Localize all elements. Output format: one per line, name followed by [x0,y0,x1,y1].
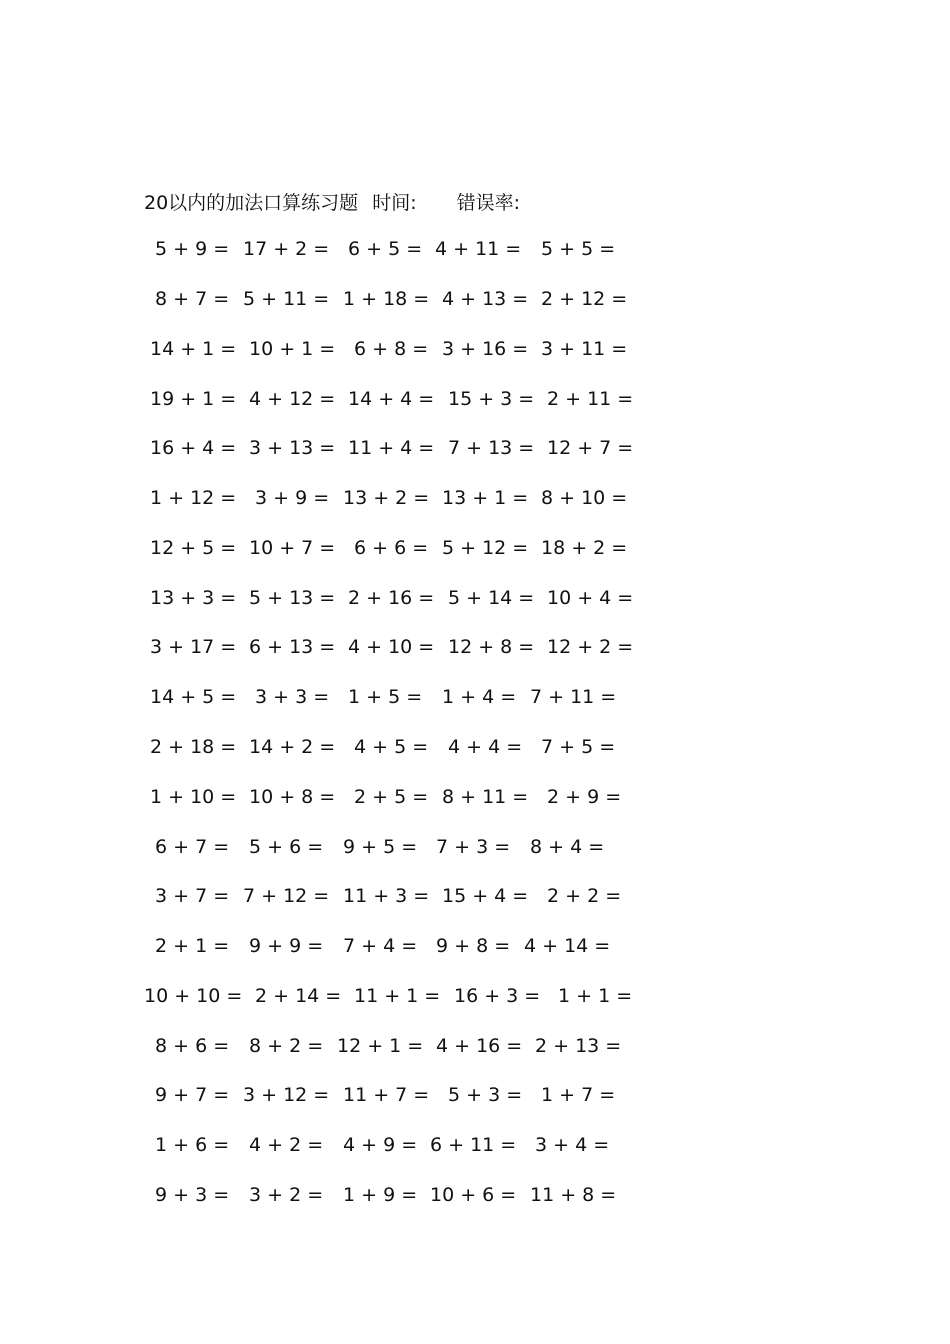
addition-problem: 6 + 5 = [348,238,423,260]
time-label: 时间: [372,191,417,214]
addition-problem: 5 + 14 = [448,587,535,609]
addition-problem: 10 + 4 = [547,587,634,609]
addition-problem: 11 + 8 = [530,1184,617,1206]
addition-problem: 10 + 6 = [430,1184,517,1206]
addition-problem: 4 + 10 = [348,636,435,658]
addition-problem: 15 + 4 = [442,885,529,907]
addition-problem: 1 + 7 = [541,1084,616,1106]
addition-problem: 10 + 10 = [144,985,243,1007]
addition-problem: 6 + 7 = [155,836,230,858]
addition-problem: 15 + 3 = [448,388,535,410]
addition-problem: 4 + 16 = [436,1035,523,1057]
addition-problem: 3 + 2 = [249,1184,324,1206]
addition-problem: 13 + 2 = [343,487,430,509]
addition-problem: 7 + 5 = [541,736,616,758]
addition-problem: 10 + 1 = [249,338,336,360]
addition-problem: 1 + 1 = [558,985,633,1007]
problem-row [0,334,950,364]
addition-problem: 5 + 13 = [249,587,336,609]
addition-problem: 5 + 3 = [448,1084,523,1106]
addition-problem: 6 + 13 = [249,636,336,658]
addition-problem: 4 + 4 = [448,736,523,758]
addition-problem: 8 + 11 = [442,786,529,808]
addition-problem: 14 + 5 = [150,686,237,708]
addition-problem: 3 + 17 = [150,636,237,658]
addition-problem: 4 + 11 = [435,238,522,260]
addition-problem: 13 + 3 = [150,587,237,609]
addition-problem: 8 + 7 = [155,288,230,310]
problem-row [0,483,950,513]
error-rate-label: 错误率: [456,191,520,214]
problem-row [0,533,950,563]
addition-problem: 1 + 18 = [343,288,430,310]
addition-problem: 1 + 5 = [348,686,423,708]
addition-problem: 2 + 11 = [547,388,634,410]
addition-problem: 4 + 2 = [249,1134,324,1156]
addition-problem: 7 + 13 = [448,437,535,459]
addition-problem: 9 + 8 = [436,935,511,957]
addition-problem: 2 + 18 = [150,736,237,758]
addition-problem: 4 + 9 = [343,1134,418,1156]
addition-problem: 12 + 1 = [337,1035,424,1057]
addition-problem: 14 + 4 = [348,388,435,410]
addition-problem: 9 + 5 = [343,836,418,858]
addition-problem: 3 + 13 = [249,437,336,459]
problem-row [0,931,950,961]
addition-problem: 12 + 5 = [150,537,237,559]
addition-problem: 6 + 11 = [430,1134,517,1156]
problem-row [0,1080,950,1110]
addition-problem: 8 + 10 = [541,487,628,509]
addition-problem: 1 + 9 = [343,1184,418,1206]
problem-row [0,632,950,662]
addition-problem: 2 + 13 = [535,1035,622,1057]
addition-problem: 1 + 12 = [150,487,237,509]
addition-problem: 6 + 6 = [354,537,429,559]
addition-problem: 2 + 12 = [541,288,628,310]
problem-row [0,1031,950,1061]
problem-row [0,832,950,862]
addition-problem: 1 + 10 = [150,786,237,808]
addition-problem: 1 + 6 = [155,1134,230,1156]
addition-problem: 2 + 2 = [547,885,622,907]
problem-row [0,433,950,463]
addition-problem: 14 + 2 = [249,736,336,758]
addition-problem: 12 + 2 = [547,636,634,658]
addition-problem: 10 + 7 = [249,537,336,559]
addition-problem: 7 + 11 = [530,686,617,708]
addition-problem: 8 + 4 = [530,836,605,858]
addition-problem: 2 + 9 = [547,786,622,808]
problem-row [0,1180,950,1210]
addition-problem: 7 + 4 = [343,935,418,957]
problem-row [0,782,950,812]
addition-problem: 3 + 12 = [243,1084,330,1106]
addition-problem: 19 + 1 = [150,388,237,410]
problem-row [0,881,950,911]
addition-problem: 3 + 11 = [541,338,628,360]
problem-row [0,384,950,414]
addition-problem: 12 + 7 = [547,437,634,459]
addition-problem: 3 + 4 = [535,1134,610,1156]
addition-problem: 6 + 8 = [354,338,429,360]
worksheet-title: 20以内的加法口算练习题 [144,191,359,214]
problem-row [0,732,950,762]
addition-problem: 5 + 5 = [541,238,616,260]
addition-problem: 2 + 1 = [155,935,230,957]
addition-problem: 8 + 6 = [155,1035,230,1057]
problem-row [0,1130,950,1160]
addition-problem: 2 + 14 = [255,985,342,1007]
addition-problem: 7 + 3 = [436,836,511,858]
addition-problem: 4 + 13 = [442,288,529,310]
addition-problem: 7 + 12 = [243,885,330,907]
addition-problem: 18 + 2 = [541,537,628,559]
addition-problem: 5 + 12 = [442,537,529,559]
addition-problem: 4 + 5 = [354,736,429,758]
addition-problem: 3 + 3 = [255,686,330,708]
addition-problem: 12 + 8 = [448,636,535,658]
addition-problem: 1 + 4 = [442,686,517,708]
addition-problem: 11 + 4 = [348,437,435,459]
addition-problem: 13 + 1 = [442,487,529,509]
addition-problem: 3 + 9 = [255,487,330,509]
problem-row [0,583,950,613]
addition-problem: 2 + 5 = [354,786,429,808]
addition-problem: 9 + 9 = [249,935,324,957]
addition-problem: 3 + 7 = [155,885,230,907]
addition-problem: 3 + 16 = [442,338,529,360]
addition-problem: 5 + 9 = [155,238,230,260]
addition-problem: 11 + 1 = [354,985,441,1007]
addition-problem: 10 + 8 = [249,786,336,808]
addition-problem: 9 + 7 = [155,1084,230,1106]
addition-problem: 8 + 2 = [249,1035,324,1057]
addition-problem: 11 + 7 = [343,1084,430,1106]
addition-problem: 11 + 3 = [343,885,430,907]
addition-problem: 16 + 4 = [150,437,237,459]
addition-problem: 5 + 6 = [249,836,324,858]
problem-row [0,682,950,712]
problem-row [0,981,950,1011]
problem-row [0,284,950,314]
addition-problem: 4 + 12 = [249,388,336,410]
addition-problem: 17 + 2 = [243,238,330,260]
addition-problem: 9 + 3 = [155,1184,230,1206]
addition-problem: 4 + 14 = [524,935,611,957]
addition-problem: 5 + 11 = [243,288,330,310]
addition-problem: 16 + 3 = [454,985,541,1007]
addition-problem: 14 + 1 = [150,338,237,360]
addition-problem: 2 + 16 = [348,587,435,609]
problem-row [0,234,950,264]
